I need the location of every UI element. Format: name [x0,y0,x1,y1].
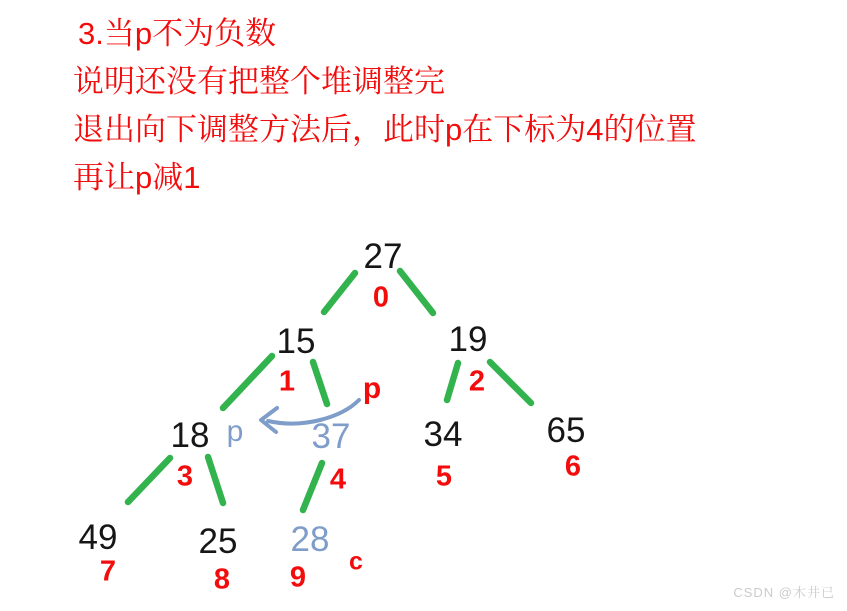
edge-0-1 [324,273,355,312]
annotation-line-4: 再让p减1 [73,160,201,195]
edge-2-5 [447,363,458,400]
edge-4-9 [303,463,322,510]
annotation-line-2: 说明还没有把整个堆调整完 [73,64,445,99]
annotation-line-1: 3.当p不为负数 [78,16,277,51]
node-value-4: 37 [311,417,351,456]
edge-1-4 [313,362,327,404]
node-index-1: 1 [278,365,296,398]
edge-0-2 [400,271,433,313]
node-value-9: 28 [290,520,330,559]
node-value-8: 25 [198,522,238,561]
node-value-3: 18 [170,416,210,455]
node-index-4: 4 [329,463,347,496]
node-index-0: 0 [372,281,390,314]
edge-3-7 [128,458,170,502]
pointer-c-label: c [349,547,363,576]
edge-3-8 [208,457,223,503]
annotation-line-3: 退出向下调整方法后，此时p在下标为4的位置 [73,112,697,147]
csdn-watermark: CSDN @木井已 [733,585,835,600]
edge-2-6 [490,362,531,403]
node-value-0: 27 [363,237,403,276]
node-value-1: 15 [276,322,316,361]
pointer-p-old-label: p [362,372,382,405]
node-value-6: 65 [546,411,586,450]
node-value-5: 34 [423,415,463,454]
node-value-2: 19 [448,320,488,359]
node-index-3: 3 [176,460,194,493]
node-index-9: 9 [289,561,307,594]
pointer-p-new-label: p [226,415,244,448]
node-index-6: 6 [564,450,582,483]
node-index-2: 2 [468,365,486,398]
edge-1-3 [223,356,272,408]
node-value-7: 49 [78,518,118,557]
node-index-7: 7 [99,555,117,588]
node-index-5: 5 [435,460,453,493]
node-index-8: 8 [213,563,231,596]
